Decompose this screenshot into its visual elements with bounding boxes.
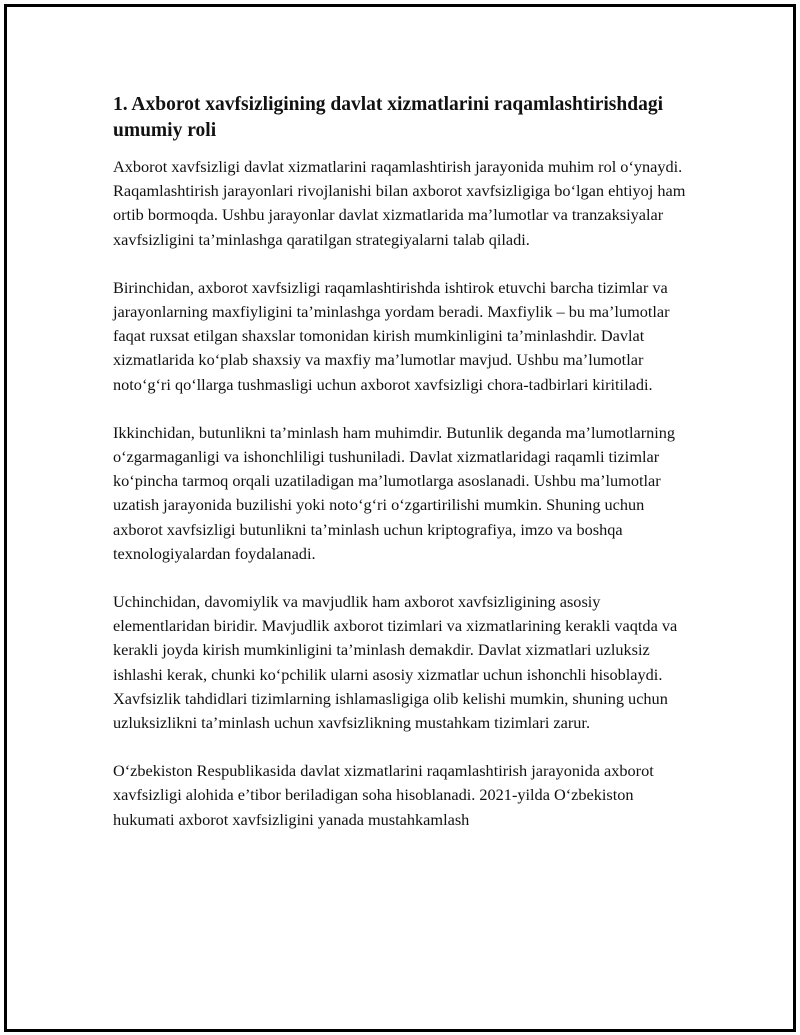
paragraph-confidentiality: Birinchidan, axborot xavfsizligi raqamlashtirishda ishtirok etuvchi barcha tizimlar va jarayonlarning maxfiyligini ta’minlashga yordam beradi. Maxfiylik – bu ma’lumotlar faqat ruxsat etilgan shaxslar tomonidan kirish mumkinligini ta’minlashdir. Davlat xizmatlarida ko‘plab shaxsiy va maxfiy ma’lumotlar mavjud. Ushbu ma’lumotlar noto‘g‘ri qo‘llarga tushmasligi uchun axborot xavfsizligi chora-tadbirlari kiritiladi. — [113, 277, 670, 394]
document-body — [113, 92, 688, 832]
section-heading: 1. Axborot xavfsizligining davlat xizmatlarini raqamlashtirishdagi umumiy roli — [113, 94, 664, 141]
paragraph-availability: Uchinchidan, davomiylik va mavjudlik ham axborot xavfsizligining asosiy elementlaridan biridir. Mavjudlik axborot tizimlari va xizmatlarining kerakli vaqtda va kerakli joyda kirish mumkinligini ta’minlash demakdir. Davlat xizmatlari uzluksiz ishlashi kerak, chunki ko‘pchilik ularni asosiy xizmatlar uchun ishonchli hisoblaydi. Xavfsizlik tahdidlari tizimlarning ishlamasligiga olib kelishi mumkin, shuning uchun uzluksizlikni ta’minlash uchun xavfsizlikning mustahkam tizimlari zarur. — [113, 592, 678, 733]
paragraph-integrity: Ikkinchidan, butunlikni ta’minlash ham muhimdir. Butunlik deganda ma’lumotlarning o‘zgarmaganligi va ishonchliligi tushuniladi. Davlat xizmatlaridagi raqamli tizimlar ko‘pincha tarmoq orqali uzatiladigan ma’lumotlarga asoslanadi. Ushbu ma’lumotlar uzatish jarayonida buzilishi yoki noto‘g‘ri o‘zgartirilishi mumkin. Shuning uchun axborot xavfsizligi butunlikni ta’minlash uchun kriptografiya, imzo va boshqa texnologiyalardan foydalanadi. — [113, 422, 676, 563]
paragraph-uzbekistan: O‘zbekiston Respublikasida davlat xizmatlarini raqamlashtirish jarayonida axborot xavfsizligi alohida e’tibor beriladigan soha hisoblanadi. 2021-yilda O‘zbekiston hukumati axborot xavfsizligini yanada mustahkamlash — [113, 761, 654, 829]
paragraph-intro: Axborot xavfsizligi davlat xizmatlarini raqamlashtirish jarayonida muhim rol o‘ynaydi. Raqamlashtirish jarayonlari rivojlanishi bilan axborot xavfsizligiga bo‘lgan ehtiyoj ham ortib bormoqda. Ushbu jarayonlar davlat xizmatlarida ma’lumotlar va tranzaksiyalar xavfsizligini ta’minlashga qaratilgan strategiyalarni talab qiladi. — [113, 157, 686, 249]
